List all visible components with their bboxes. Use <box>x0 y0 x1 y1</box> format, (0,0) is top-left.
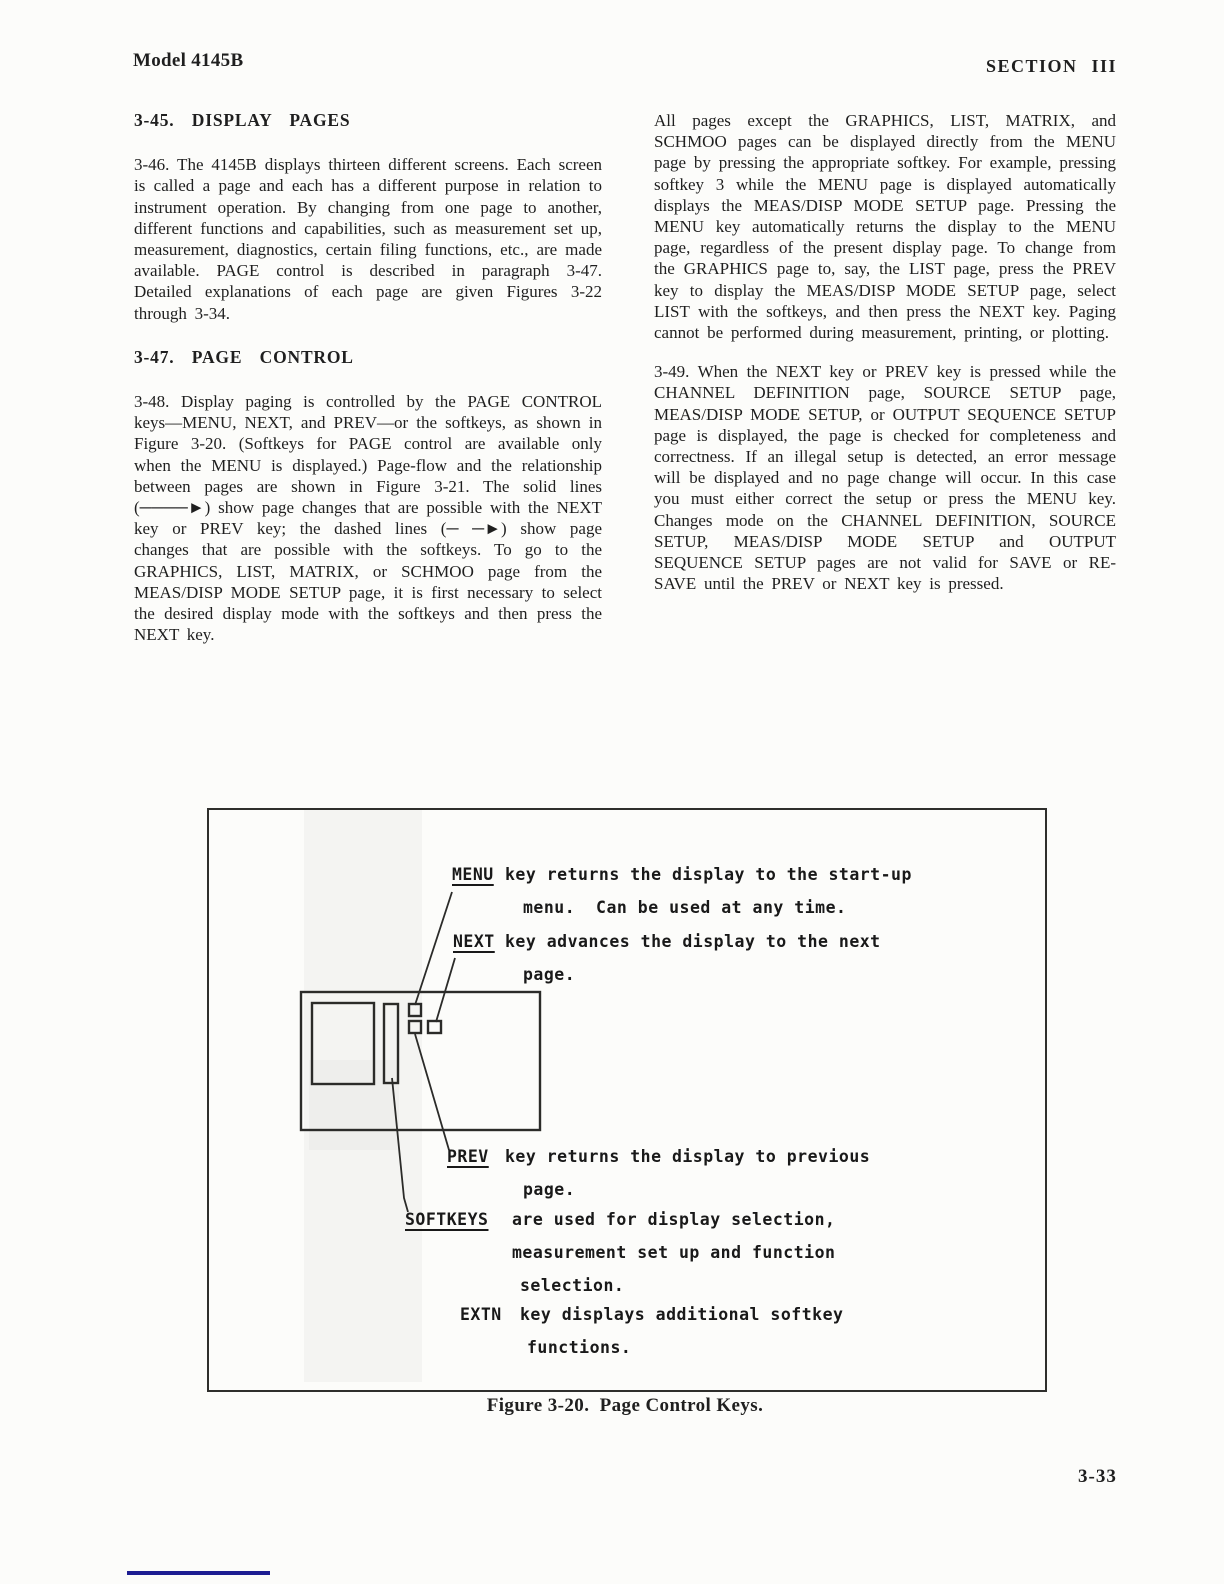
heading-3-45: 3-45. DISPLAY PAGES <box>134 110 351 130</box>
next-note-line1: key advances the display to the next <box>505 932 881 951</box>
next-key-rect <box>428 1021 441 1033</box>
crt-display-rect <box>312 1003 374 1084</box>
softkeys-note-line3: selection. <box>520 1276 625 1295</box>
softkeys-label: SOFTKEYS <box>405 1210 489 1229</box>
extn-key-label: EXTN <box>460 1305 502 1324</box>
right-column <box>654 110 1116 594</box>
extn-note-line1: key displays additional softkey <box>520 1305 844 1324</box>
softkeys-note-line1: are used for display selection, <box>512 1210 836 1229</box>
figure-caption: Figure 3-20. Page Control Keys. <box>486 1395 764 1416</box>
header-section: SECTION III <box>986 56 1118 76</box>
prev-pointer-line <box>415 1034 449 1150</box>
prev-key-label: PREV <box>447 1147 489 1166</box>
menu-note-line2: menu. Can be used at any time. <box>523 898 847 917</box>
heading-3-47: 3-47. PAGE CONTROL <box>134 346 354 367</box>
menu-key-rect <box>409 1004 421 1016</box>
footer-accent-bar <box>127 1571 270 1575</box>
extn-note-line2: functions. <box>527 1338 632 1357</box>
prev-note-line1: key returns the display to previous <box>505 1147 871 1166</box>
header-model: Model 4145B <box>133 50 244 71</box>
para-3-48: 3-48. Display paging is controlled by the PAGE CONTROL keys—MENU, NEXT, and PREV—or the softkeys, as shown in Figure 3-20. (Softkeys for PAGE control are available only when the MENU is displayed.) Page-flow and the relationship between pages are shown in Figure 3-21. The solid lines (────►) show page changes that are possible with the NEXT key or PREV key; the dashed lines (─ ─►) show page changes that are possible with the softkeys. To go to the GRAPHICS, LIST, MATRIX, or SCHMOO page from the MEAS/DISP MODE SETUP page, it is first necessary to select the desired display mode with the softkeys and then press the NEXT key. <box>134 392 602 645</box>
next-note-line2: page. <box>523 965 576 984</box>
para-all-pages: All pages except the GRAPHICS, LIST, MATRIX, and SCHMOO pages can be displayed directly from the MENU page by pressing the appropriate softkey. For example, pressing softkey 3 while the MENU page is displayed automatically displays the MEAS/DISP MODE SETUP page. Pressing the MENU key automatically returns the display to the MENU page, regardless of the present display page. To change from the GRAPHICS page to, say, the LIST page, press the PREV key to display the MEAS/DISP MODE SETUP page, select LIST with the softkeys, and then press the NEXT key. Paging cannot be performed during measurement, printing, or plotting. <box>654 111 1116 343</box>
menu-key-label: MENU <box>452 865 494 884</box>
page-control-diagram <box>209 810 1041 1386</box>
prev-key-rect <box>409 1021 421 1033</box>
left-column <box>134 110 602 645</box>
para-3-49: 3-49. When the NEXT key or PREV key is pressed while the CHANNEL DEFINITION page, SOURCE SETUP page, MEAS/DISP MODE SETUP, or OUTPUT SEQUENCE SETUP page is displayed, the page is checked for completeness and correctness. If an illegal setup is detected, an error message will be displayed and no page change will occur. In this case you must either correct the setup or press the MENU key. Changes mode on the CHANNEL DEFINITION, SOURCE SETUP, MEAS/DISP MODE SETUP and OUTPUT SEQUENCE SETUP pages are not valid for SAVE or RE-SAVE until the PREV or NEXT key is pressed. <box>654 362 1116 594</box>
next-key-label: NEXT <box>453 932 495 951</box>
menu-note-line1: key returns the display to the start-up <box>505 865 912 884</box>
page-number: 3-33 <box>1078 1466 1117 1487</box>
softkeys-pointer-line <box>392 1078 408 1212</box>
para-3-46: 3-46. The 4145B displays thirteen different screens. Each screen is called a page and each has a different purpose in relation to instrument operation. By changing from one page to another, different functions and capabilities, such as measurement set up, measurement, diagnostics, certain filing functions, etc., are made available. PAGE control is described in paragraph 3-47. Detailed explanations of each page are given Figures 3-22 through 3-34. <box>134 155 602 323</box>
softkeys-note-line2: measurement set up and function <box>512 1243 836 1262</box>
next-pointer-line <box>436 958 455 1022</box>
softkeys-column-rect <box>384 1004 398 1083</box>
figure-3-20 <box>207 808 1047 1392</box>
prev-note-line2: page. <box>523 1180 576 1199</box>
